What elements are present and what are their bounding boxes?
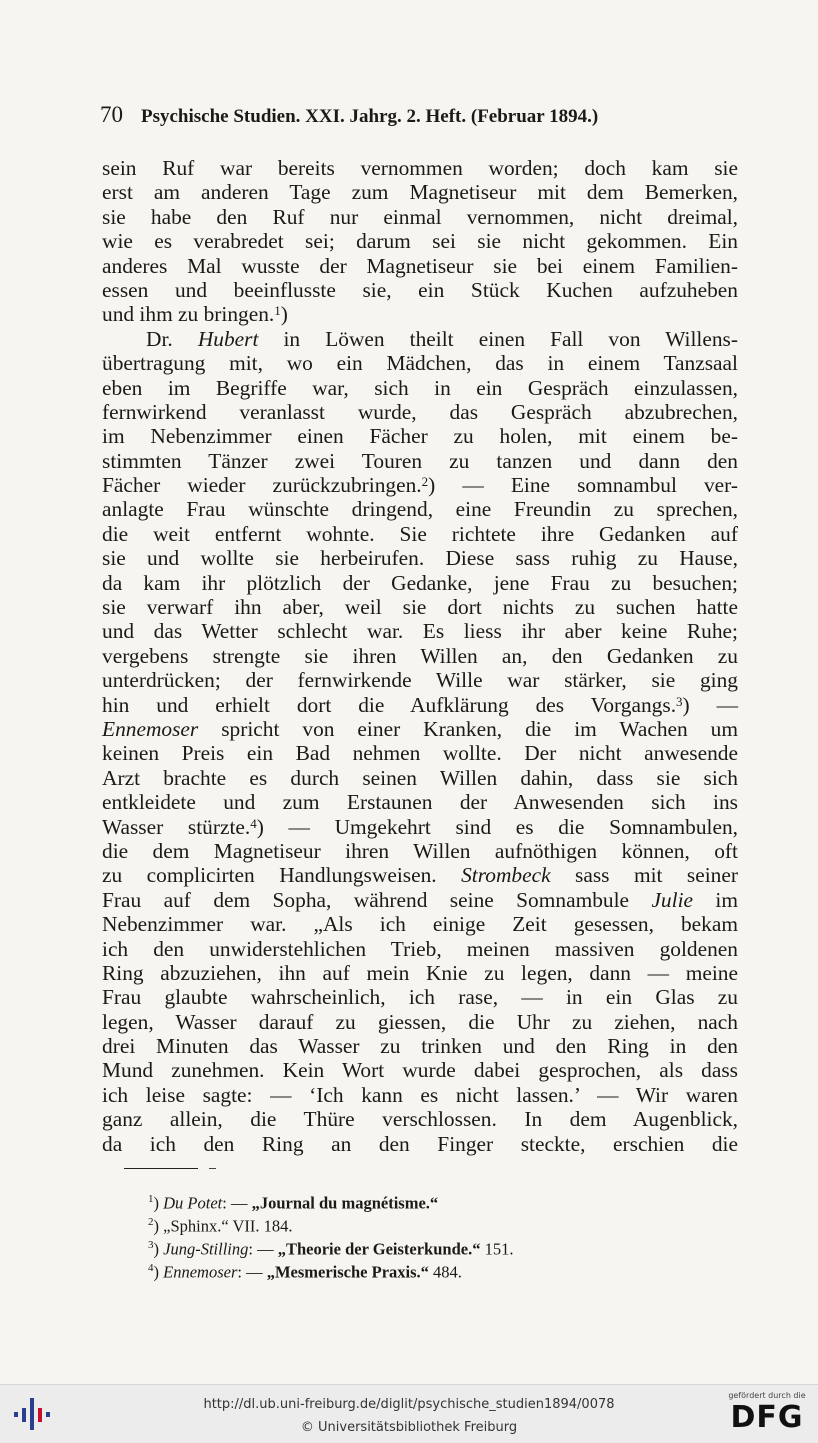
footnote-number: 2 [148,1216,154,1229]
text-run: zu complicirten Handlungsweisen. [102,863,462,888]
text-run: vergebens strengte sie ihren Willen an, den Gedanken zu [102,643,738,668]
footnote-item [148,1236,748,1259]
text-run: die dem Magnetiseur ihren Willen aufnöthigen können, oft [102,838,738,863]
text-run: ) — Eine somnambul ver- [428,473,738,498]
text-run: hin und erhielt dort die Aufklärung des Vorgangs. [102,692,677,717]
text-run: sie verwarf ihn aber, weil sie dort nichts zu suchen hatte [102,595,738,620]
text-run: Frau glaubte wahrscheinlich, ich rase, — in ein Glas zu [102,985,738,1010]
footnote-paren: ) [153,1239,164,1259]
text-run: fernwirkend veranlasst wurde, das Gespräch abzubrechen, [102,399,738,424]
footnote-number: 3 [148,1239,154,1252]
text-line [102,961,738,985]
footnote-reference: 1 [274,303,281,319]
text-line [102,229,738,253]
text-line [102,278,738,302]
text-line [102,937,738,961]
text-line [102,254,738,278]
footnote-paren: ) [153,1216,164,1236]
text-run: im Nebenzimmer einen Fächer zu holen, mit einem be- [102,424,738,449]
footnote-separator: : — [222,1193,252,1213]
footnote-rule [124,1168,198,1169]
name-italic: Ennemoser [102,716,199,741]
text-run: im [693,887,738,912]
text-line [102,595,738,619]
footnote-reference-text: 484. [428,1262,462,1282]
name-italic: Hubert [197,326,259,351]
text-run: Dr. [146,326,198,351]
footnote-paren: ) [153,1262,164,1282]
footnote-separator: : — [237,1262,267,1282]
text-line [102,693,738,717]
text-run: ) — [682,692,738,717]
footnote-reference: 2 [421,474,429,490]
text-line [102,497,738,521]
text-line [102,205,738,229]
text-line [102,741,738,765]
text-run: in Löwen theilt einen Fall von Willens- [258,326,738,351]
footnote-reference-text: 151. [480,1239,514,1259]
text-line [102,912,738,936]
text-run: Ring abzuziehen, ihn auf mein Knie zu legen, dann — meine [102,960,738,985]
text-line [102,400,738,424]
text-run: ) [280,302,288,327]
text-line [102,351,738,375]
text-run: unterdrücken; der fernwirkende Wille war stärker, sie ging [102,668,738,693]
text-run: Frau auf dem Sopha, während seine Somnambule [102,887,652,912]
footnote-rule-mark [209,1168,216,1169]
text-run: erst am anderen Tage zum Magnetiseur mit dem Bemerken, [102,180,738,205]
text-run: keinen Preis ein Bad nehmen wollte. Der nicht anwesende [102,741,738,766]
footnote-title: „Theorie der Geisterkunde.“ [277,1239,481,1259]
name-italic: Strombeck [461,863,551,888]
footnote-item [148,1259,748,1282]
text-run: ) — Umgekehrt sind es die Somnambulen, [256,814,738,839]
text-line [102,863,738,887]
text-line [102,668,738,692]
text-run: sie und wollte sie herbeirufen. Diese sass ruhig zu Hause, [102,546,738,571]
page-url-link[interactable]: http://dl.ub.uni-freiburg.de/diglit/psychische_studien1894/0078 [203,1397,615,1412]
text-line [102,985,738,1009]
footnote-title: „Journal du magnétisme.“ [251,1193,439,1213]
text-run: und das Wetter schlecht war. Es liess ihr aber keine Ruhe; [102,619,738,644]
text-line [102,1083,738,1107]
footnote-reference: 3 [676,693,683,709]
text-line [102,449,738,473]
text-line [102,766,738,790]
text-run: da ich den Ring an den Finger steckte, erschien die [102,1131,738,1156]
text-line [102,644,738,668]
text-run: sass mit seiner [550,863,738,888]
running-title: Psychische Studien. XXI. Jahrg. 2. Heft. (Februar 1894.) [141,106,599,127]
footnote-separator: : — [248,1239,278,1259]
text-line [102,1132,738,1156]
text-line [102,571,738,595]
footnote-item [148,1213,748,1236]
text-run: und ihm zu bringen. [102,302,275,327]
text-run: anderes Mal wusste der Magnetiseur sie bei einem Familien- [102,253,738,278]
text-run: drei Minuten das Wasser zu trinken und den Ring in den [102,1034,738,1059]
name-italic: Julie [651,887,694,912]
footnote-reference: 4 [250,815,257,831]
text-line [102,815,738,839]
text-line [102,473,738,497]
text-line [102,522,738,546]
text-line [102,1010,738,1034]
text-run: eben im Begriffe war, sich in ein Gespräch einzulassen, [102,375,738,400]
text-line [102,180,738,204]
text-run: wie es verabredet sei; darum sei sie nicht gekommen. Ein [102,229,738,254]
dfg-caption: gefördert durch die [728,1391,806,1400]
text-line [102,376,738,400]
text-line [102,1034,738,1058]
text-run: essen und beeinflusste sie, ein Stück Kuchen aufzuheben [102,277,738,302]
text-line [102,546,738,570]
text-run: anlagte Frau wünschte dringend, eine Freundin zu sprechen, [102,497,738,522]
running-header [100,102,740,128]
text-line [102,302,738,326]
text-run: ganz allein, die Thüre verschlossen. In dem Augenblick, [102,1107,738,1132]
text-run: stimmten Tänzer zwei Touren zu tanzen und dann den [102,448,738,473]
body-text [102,156,738,1156]
footnote-number: 1 [148,1193,154,1205]
page-number: 70 [100,102,123,127]
text-line [102,1107,738,1131]
text-line [102,327,738,351]
text-run: übertragung mit, wo ein Mädchen, das in einem Tanzsaal [102,351,738,376]
footnote-author: Du Potet [163,1193,223,1213]
text-run: ich den unwiderstehlichen Trieb, meinen massiven goldenen [102,936,738,961]
text-line [102,619,738,643]
text-run: Nebenzimmer war. „Als ich einige Zeit gesessen, bekam [102,912,738,937]
text-run: die weit entfernt wohnte. Sie richtete ihre Gedanken auf [102,521,738,546]
text-line [102,424,738,448]
text-run: entkleidete und zum Erstaunen der Anwesenden sich ins [102,790,738,815]
dfg-logo[interactable]: DFG [730,1400,804,1435]
text-run: sein Ruf war bereits vernommen worden; doch kam sie [102,156,738,180]
footnote-item [148,1190,748,1213]
copyright-notice: © Universitätsbibliothek Freiburg [300,1420,518,1435]
footnotes [148,1190,748,1282]
footnote-paren: ) [153,1193,164,1213]
text-run: Arzt brachte es durch seinen Willen dahin, dass sie sich [102,765,738,790]
footnote-author: Ennemoser [163,1262,238,1282]
footnote-reference-text: „Sphinx.“ VII. 184. [163,1216,293,1236]
text-run: da kam ihr plötzlich der Gedanke, jene Frau zu besuchen; [102,570,738,595]
text-run: Wasser stürzte. [102,814,251,839]
text-line [102,839,738,863]
text-run: Fächer wieder zurückzubringen. [102,473,422,498]
text-run: sie habe den Ruf nur einmal vernommen, nicht dreimal, [102,204,738,229]
text-run: ich leise sagte: — ‘Ich kann es nicht lassen.’ — Wir waren [102,1082,738,1107]
text-line [102,156,738,180]
footnote-title: „Mesmerische Praxis.“ [266,1262,429,1282]
text-run: Mund zunehmen. Kein Wort wurde dabei gesprochen, als dass [102,1058,738,1083]
text-run: legen, Wasser darauf zu giessen, die Uhr zu ziehen, nach [102,1009,738,1034]
text-line [102,888,738,912]
footnote-author: Jung-Stilling [163,1239,249,1259]
text-line [102,1058,738,1082]
text-line [102,717,738,741]
text-run: spricht von einer Kranken, die im Wachen um [198,716,738,741]
text-line [102,790,738,814]
footnote-number: 4 [148,1262,154,1275]
